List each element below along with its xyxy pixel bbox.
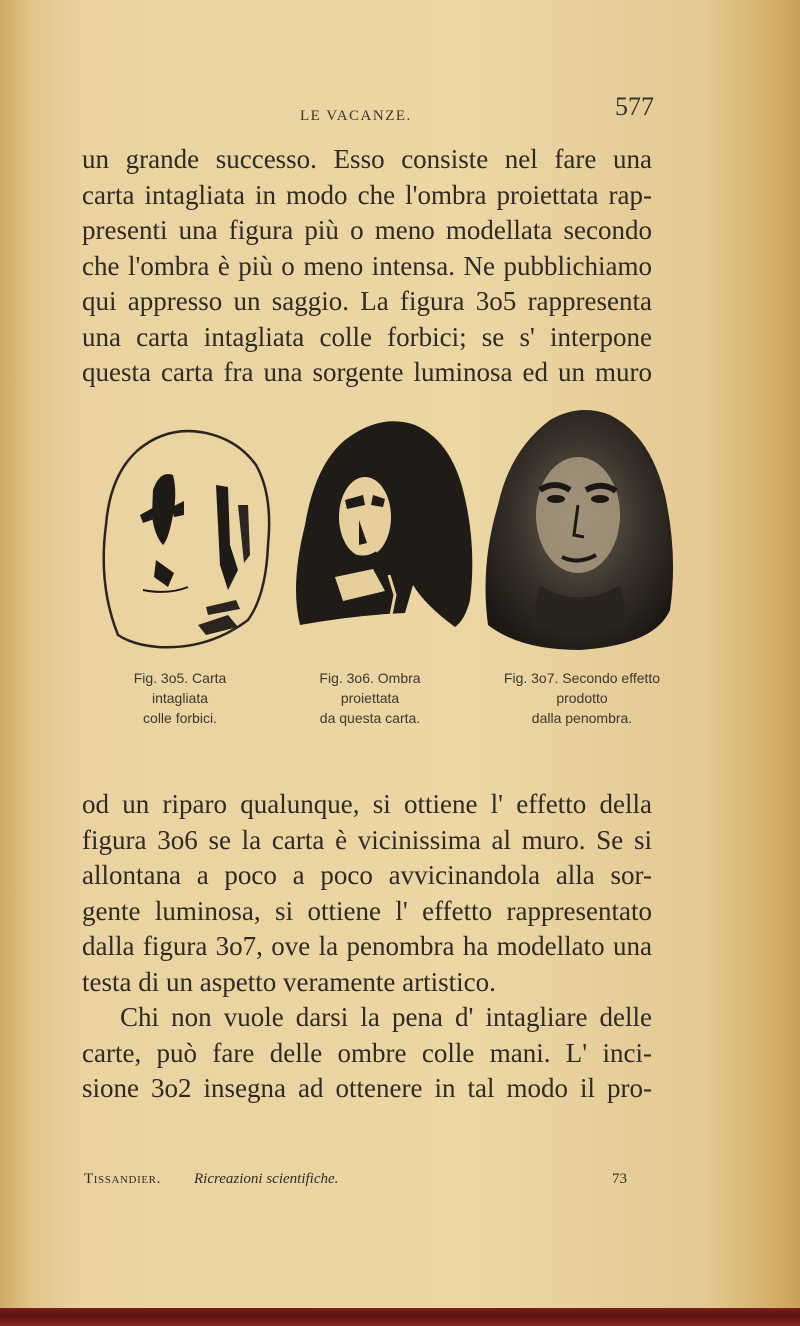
caption-line: proiettata (340, 690, 400, 706)
caption-line: prodotto (556, 690, 608, 706)
text-line: carte, può fare delle ombre colle mani. L' inci- (82, 1037, 652, 1068)
text-line: carta intagliata in modo che l'ombra proiettata rap- (82, 179, 652, 210)
figure-caption-306 (270, 668, 470, 728)
text-line: dalla figura 3o7, ove la penombra ha modellato una (82, 931, 652, 961)
text-line: che l'ombra è più o meno intensa. Ne pubblichiamo (82, 250, 652, 281)
caption-line: Fig. 3o7. Secondo effetto (503, 670, 661, 686)
paragraph-bottom (82, 787, 652, 1107)
text-line: un grande successo. Esso consiste nel fare una (82, 144, 652, 174)
page-number: 577 (615, 92, 654, 121)
text-line: sione 3o2 insegna ad ottenere in tal modo il pro- (82, 1073, 652, 1103)
figure-cut-paper (88, 395, 288, 655)
author-name: Tissandier. (84, 1171, 161, 1187)
caption-line: da questa carta. (319, 710, 421, 726)
text-line: presenti una figura più o meno modellata secondo (82, 215, 652, 245)
text-line: qui appresso un saggio. La figura 3o5 rappresenta (82, 286, 652, 316)
penumbra-illustration (480, 395, 680, 655)
caption-line: intagliata (151, 690, 209, 706)
book-title: Ricreazioni scientifiche. (194, 1171, 339, 1187)
page-bottom-edge (0, 1308, 800, 1326)
caption-line: Fig. 3o6. Ombra (319, 670, 421, 686)
text-line: od un riparo qualunque, si ottiene l' effetto della (82, 789, 652, 819)
figure-caption-307 (482, 668, 682, 728)
running-head: LE VACANZE. (300, 108, 412, 124)
figure-caption-305 (80, 668, 280, 728)
figure-shadow (285, 395, 485, 655)
page-footer (84, 1171, 654, 1197)
text-line: gente luminosa, si ottiene l' effetto rappresentato (82, 895, 652, 926)
text-line: questa carta fra una sorgente luminosa ed un muro (82, 357, 652, 387)
figure-penumbra (480, 395, 680, 655)
text-line: una carta intagliata colle forbici; se s' interpone (82, 321, 652, 352)
text-line: figura 3o6 se la carta è vicinissima al muro. Se si (82, 824, 652, 855)
caption-line: Fig. 3o5. Carta (133, 670, 227, 686)
paragraph-top (82, 142, 652, 391)
cut-paper-illustration (88, 395, 288, 655)
caption-line: dalla penombra. (531, 710, 633, 726)
page-header (0, 92, 800, 132)
text-line: Chi non vuole darsi la pena d' intagliare delle (120, 1002, 652, 1032)
caption-line: colle forbici. (143, 710, 217, 726)
text-line: testa di un aspetto veramente artistico. (82, 966, 496, 997)
shadow-illustration (285, 395, 485, 655)
text-line: allontana a poco a poco avvicinandola alla sor- (82, 860, 652, 890)
signature-mark: 73 (612, 1171, 627, 1187)
